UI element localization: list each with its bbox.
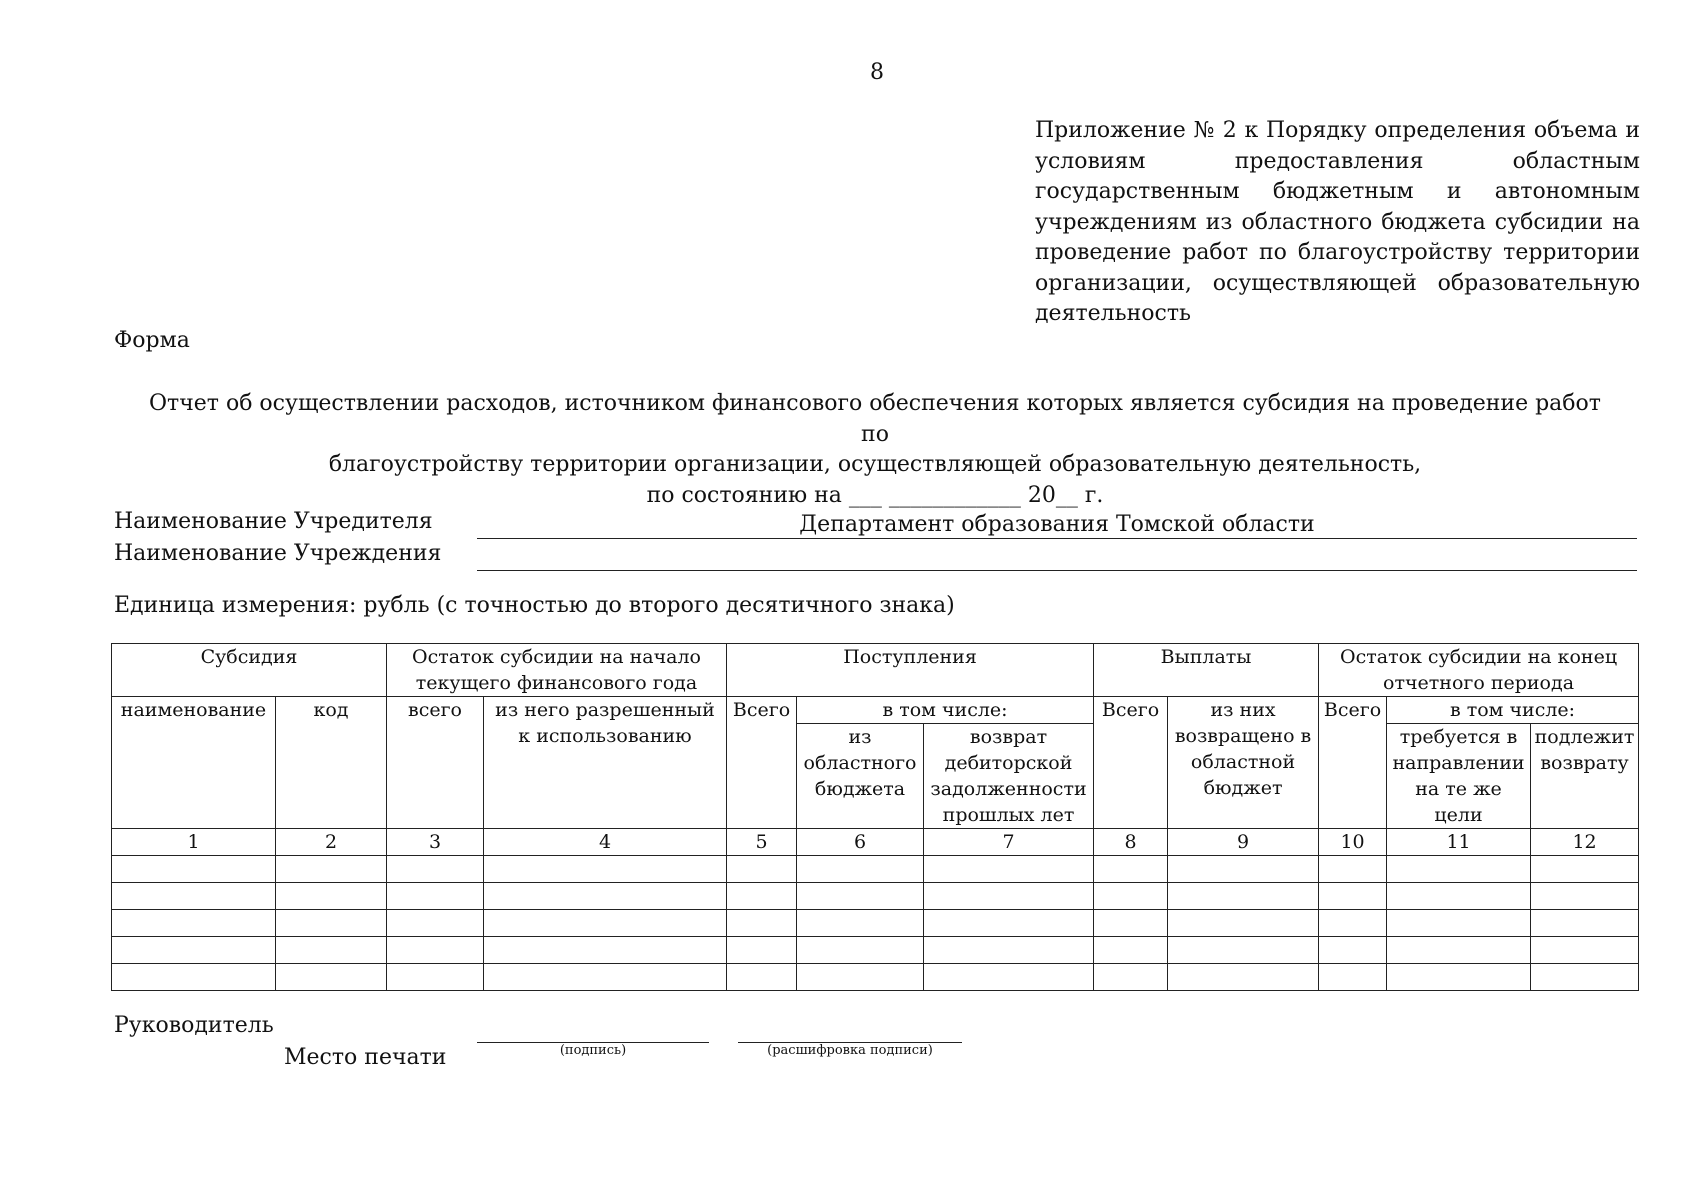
table-cell[interactable] bbox=[387, 964, 484, 991]
table-cell[interactable] bbox=[1094, 964, 1168, 991]
header-receipts-incl: в том числе: bbox=[797, 697, 1094, 724]
header-payments-total: Всего bbox=[1094, 697, 1168, 829]
head-label: Руководитель bbox=[114, 1013, 274, 1038]
table-cell[interactable] bbox=[797, 937, 924, 964]
table-cell[interactable] bbox=[1319, 883, 1387, 910]
column-number: 10 bbox=[1319, 829, 1387, 856]
header-from-budget: из областного бюджета bbox=[797, 724, 924, 829]
column-number: 9 bbox=[1168, 829, 1319, 856]
title-line-3: по состоянию на ___ ____________ 20__ г. bbox=[646, 482, 1104, 508]
table-row bbox=[112, 883, 1639, 910]
column-number: 4 bbox=[484, 829, 727, 856]
table-cell[interactable] bbox=[924, 937, 1094, 964]
title-line-2: благоустройству территории организации, осуществляющей образовательную деятельность, bbox=[328, 452, 1422, 477]
table-cell[interactable] bbox=[1094, 883, 1168, 910]
column-number: 1 bbox=[112, 829, 276, 856]
header-debt-return: возврат дебиторской задолженности прошлых лет bbox=[924, 724, 1094, 829]
header-payments: Выплаты bbox=[1094, 644, 1319, 697]
table-cell[interactable] bbox=[387, 883, 484, 910]
report-title bbox=[140, 389, 1610, 511]
header-end-total: Всего bbox=[1319, 697, 1387, 829]
table-cell[interactable] bbox=[1319, 937, 1387, 964]
signature-line[interactable] bbox=[477, 1014, 709, 1043]
table-cell[interactable] bbox=[924, 856, 1094, 883]
table-cell[interactable] bbox=[276, 937, 387, 964]
table-cell[interactable] bbox=[797, 883, 924, 910]
table-cell[interactable] bbox=[1531, 910, 1639, 937]
table-cell[interactable] bbox=[924, 910, 1094, 937]
header-balance-end: Остаток субсидии на конец отчетного периода bbox=[1319, 644, 1639, 697]
table-cell[interactable] bbox=[484, 964, 727, 991]
table-cell[interactable] bbox=[727, 883, 797, 910]
header-row-sub bbox=[112, 697, 1639, 724]
report-table bbox=[111, 643, 1639, 991]
column-number: 8 bbox=[1094, 829, 1168, 856]
table-cell[interactable] bbox=[1094, 910, 1168, 937]
table-cell[interactable] bbox=[797, 964, 924, 991]
column-number: 6 bbox=[797, 829, 924, 856]
table-row bbox=[112, 937, 1639, 964]
table-cell[interactable] bbox=[484, 910, 727, 937]
table-cell[interactable] bbox=[797, 856, 924, 883]
table-cell[interactable] bbox=[727, 964, 797, 991]
header-returned: из них возвращено в областной бюджет bbox=[1168, 697, 1319, 829]
table-cell[interactable] bbox=[112, 856, 276, 883]
column-number: 2 bbox=[276, 829, 387, 856]
table-cell[interactable] bbox=[797, 910, 924, 937]
founder-value: Департамент образования Томской области bbox=[799, 512, 1315, 537]
table-cell[interactable] bbox=[1319, 856, 1387, 883]
form-label: Форма bbox=[114, 328, 190, 353]
header-to-return: подлежит возврату bbox=[1531, 724, 1639, 829]
table-cell[interactable] bbox=[1531, 856, 1639, 883]
table-cell[interactable] bbox=[1094, 937, 1168, 964]
table-row bbox=[112, 910, 1639, 937]
institution-label: Наименование Учреждения bbox=[114, 541, 442, 566]
decode-line[interactable] bbox=[738, 1014, 962, 1043]
table-cell[interactable] bbox=[1531, 937, 1639, 964]
table-cell[interactable] bbox=[276, 910, 387, 937]
unit-of-measure: Единица измерения: рубль (с точностью до второго десятичного знака) bbox=[114, 593, 955, 618]
column-number: 11 bbox=[1387, 829, 1531, 856]
table-cell[interactable] bbox=[1168, 964, 1319, 991]
table-cell[interactable] bbox=[727, 910, 797, 937]
table-cell[interactable] bbox=[727, 856, 797, 883]
table-cell[interactable] bbox=[112, 910, 276, 937]
table-cell[interactable] bbox=[924, 964, 1094, 991]
header-receipts: Поступления bbox=[727, 644, 1094, 697]
table-cell[interactable] bbox=[484, 856, 727, 883]
header-code: код bbox=[276, 697, 387, 829]
table-cell[interactable] bbox=[1387, 964, 1531, 991]
stamp-label: Место печати bbox=[284, 1045, 447, 1070]
table-cell[interactable] bbox=[924, 883, 1094, 910]
table-row bbox=[112, 964, 1639, 991]
table-cell[interactable] bbox=[112, 964, 276, 991]
page-number: 8 bbox=[870, 60, 884, 85]
founder-label: Наименование Учредителя bbox=[114, 509, 433, 534]
column-number: 3 bbox=[387, 829, 484, 856]
column-number: 12 bbox=[1531, 829, 1639, 856]
decode-caption: (расшифровка подписи) bbox=[767, 1043, 933, 1058]
signature-caption: (подпись) bbox=[559, 1043, 627, 1058]
header-end-incl: в том числе: bbox=[1387, 697, 1639, 724]
table-cell[interactable] bbox=[112, 883, 276, 910]
table-row bbox=[112, 856, 1639, 883]
table-cell[interactable] bbox=[1319, 910, 1387, 937]
table-cell[interactable] bbox=[387, 937, 484, 964]
header-name: наименование bbox=[112, 697, 276, 829]
table-cell[interactable] bbox=[1387, 883, 1531, 910]
column-number: 7 bbox=[924, 829, 1094, 856]
decode-block bbox=[738, 1014, 962, 1058]
table-cell[interactable] bbox=[387, 856, 484, 883]
header-row-groups bbox=[112, 644, 1639, 697]
table-cell[interactable] bbox=[484, 937, 727, 964]
table-cell[interactable] bbox=[1319, 964, 1387, 991]
title-line-1: Отчет об осуществлении расходов, источником финансового обеспечения которых является субсидия на проведение работ по bbox=[149, 391, 1601, 447]
header-receipts-total: Всего bbox=[727, 697, 797, 829]
table-cell[interactable] bbox=[387, 910, 484, 937]
header-allowed: из него разрешенный к использованию bbox=[484, 697, 727, 829]
column-number: 5 bbox=[727, 829, 797, 856]
header-subsidy: Субсидия bbox=[112, 644, 387, 697]
column-number-row bbox=[112, 829, 1639, 856]
table-cell[interactable] bbox=[1387, 937, 1531, 964]
table-cell[interactable] bbox=[1168, 856, 1319, 883]
data-rows bbox=[112, 856, 1639, 991]
table-cell[interactable] bbox=[1168, 883, 1319, 910]
signature-block bbox=[477, 1014, 709, 1058]
table-cell[interactable] bbox=[1094, 856, 1168, 883]
table-cell[interactable] bbox=[1387, 856, 1531, 883]
founder-field[interactable] bbox=[477, 512, 1637, 539]
header-same-purpose: требуется в направлении на те же цели bbox=[1387, 724, 1531, 829]
table-cell[interactable] bbox=[1168, 937, 1319, 964]
table-cell[interactable] bbox=[276, 883, 387, 910]
table-cell[interactable] bbox=[276, 856, 387, 883]
institution-field[interactable] bbox=[477, 544, 1637, 571]
table-cell[interactable] bbox=[727, 937, 797, 964]
header-balance-start: Остаток субсидии на начало текущего финансового года bbox=[387, 644, 727, 697]
table-cell[interactable] bbox=[276, 964, 387, 991]
table-cell[interactable] bbox=[1531, 883, 1639, 910]
table-cell[interactable] bbox=[1531, 964, 1639, 991]
appendix-note: Приложение № 2 к Порядку определения объема и условиям предоставления областным государственным бюджетным и автономным учреждениям из областного бюджета субсидии на проведение работ по благоустройству территории организации, осуществляющей образовательную деятельность bbox=[1035, 118, 1640, 326]
table-cell[interactable] bbox=[1387, 910, 1531, 937]
table-cell[interactable] bbox=[484, 883, 727, 910]
table-cell[interactable] bbox=[1168, 910, 1319, 937]
header-total: всего bbox=[387, 697, 484, 829]
table-cell[interactable] bbox=[112, 937, 276, 964]
